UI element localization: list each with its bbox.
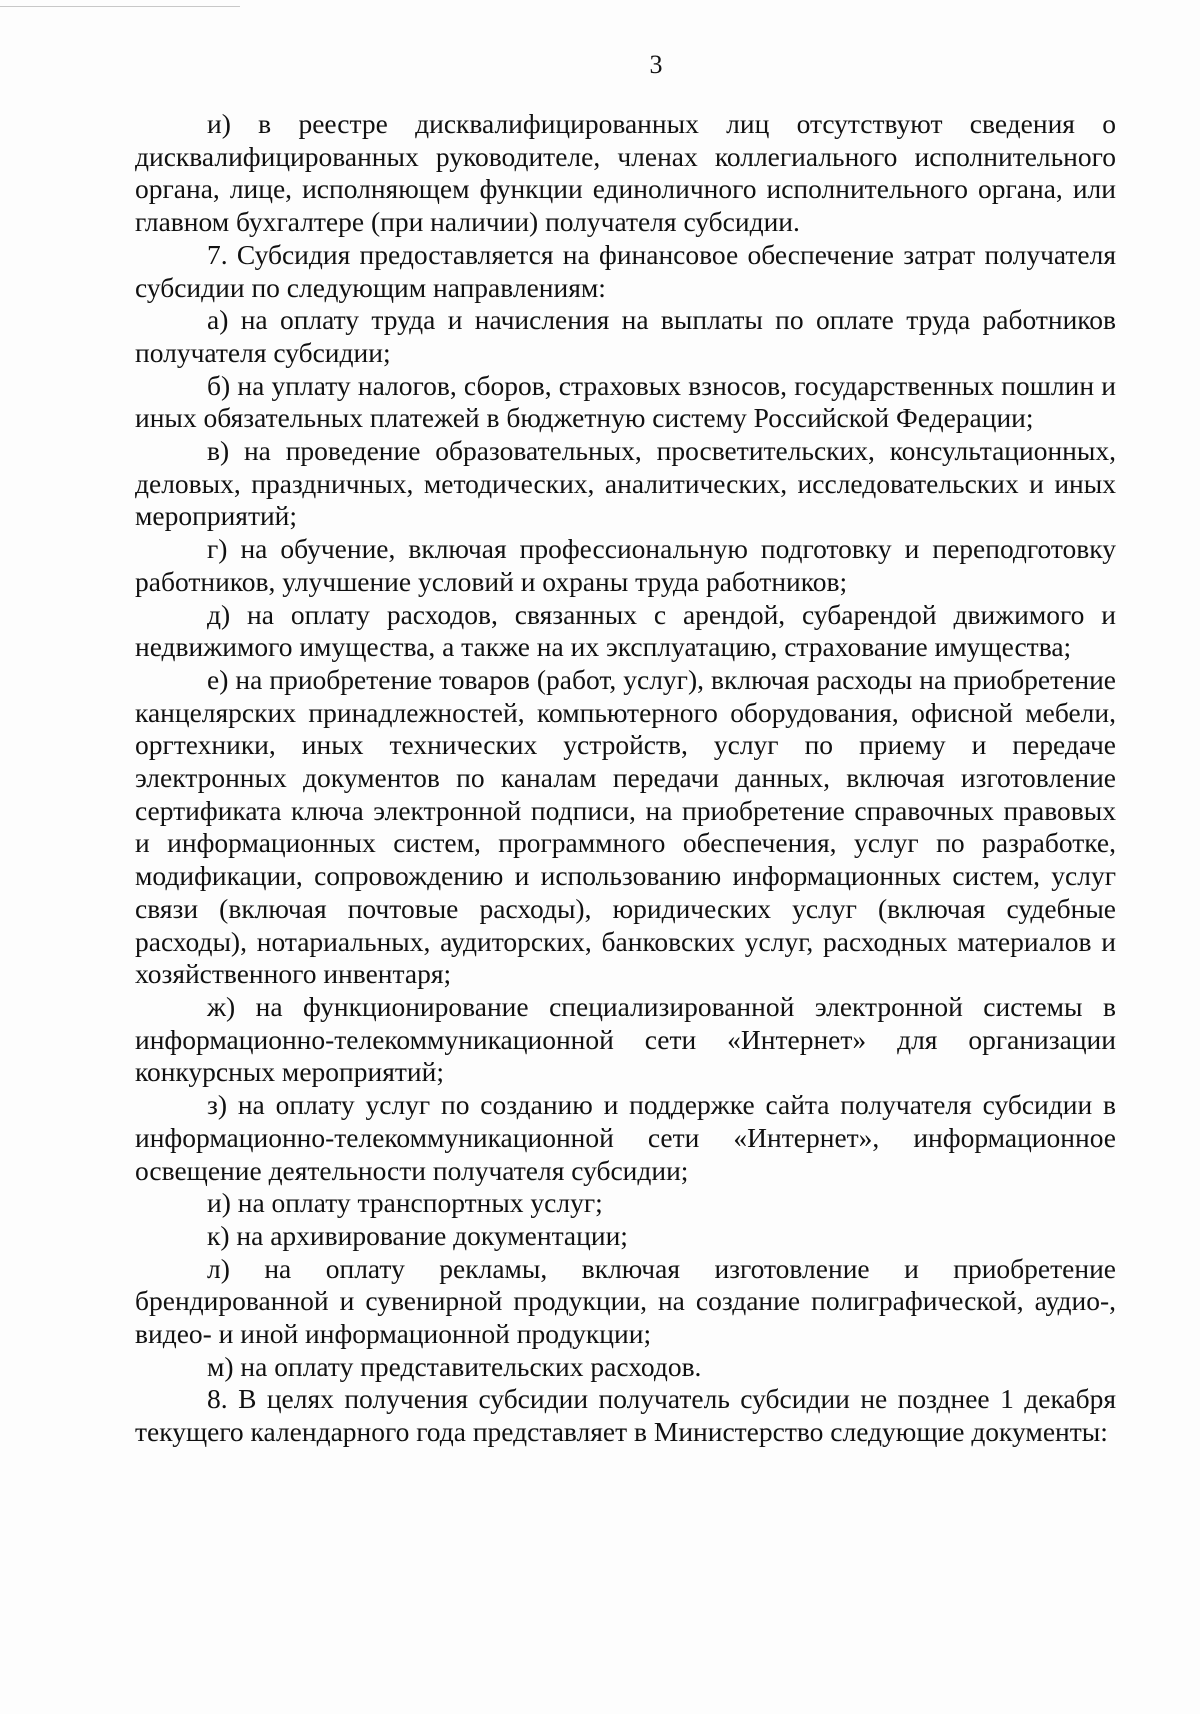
paragraph-item-l: л) на оплату рекламы, включая изготовление и приобретение брендированной и сувенирной продукции, на создание полиграфической, аудио-, видео- и иной информационной продукции; — [135, 1252, 1116, 1350]
paragraph-section-7: 7. Субсидия предоставляется на финансовое обеспечение затрат получателя субсидии по следующим направлениям: — [135, 238, 1116, 303]
paragraph-item-zh: ж) на функционирование специализированной электронной системы в информационно-телекоммуникационной сети «Интернет» для организации конкурсных мероприятий; — [135, 990, 1116, 1088]
paragraph-item-k: к) на архивирование документации; — [207, 1219, 628, 1251]
paragraph-item-g: г) на обучение, включая профессиональную подготовку и переподготовку работников, улучшение условий и охраны труда работников; — [135, 533, 1116, 597]
page-number: 3 — [649, 50, 663, 79]
paragraph-clause-i: и) в реестре дисквалифицированных лиц отсутствуют сведения о дисквалифицированных руководителе, членах коллегиального исполнительного органа, лице, исполняющем функции единоличного исполнительного органа, или главном бухгалтере (при наличии) получателя субсидии. — [135, 108, 1116, 238]
paragraph-item-m: м) на оплату представительских расходов. — [207, 1350, 702, 1382]
paragraph-item-b: б) на уплату налогов, сборов, страховых взносов, государственных пошлин и иных обязательных платежей в бюджетную систему Российской Федерации; — [135, 369, 1116, 434]
paragraph-item-z: з) на оплату услуг по созданию и поддержке сайта получателя субсидии в информационно-телекоммуникационной сети «Интернет», информационное освещение деятельности получателя субсидии; — [135, 1089, 1116, 1186]
paragraph-item-v: в) на проведение образовательных, просветительских, консультационных, деловых, праздничных, методических, аналитических, исследовательских и иных мероприятий; — [135, 435, 1116, 532]
paragraph-item-e: е) на приобретение товаров (работ, услуг), включая расходы на приобретение канцелярских принадлежностей, компьютерного оборудования, офисной мебели, оргтехники, иных технических устройств, услуг по приему и передаче электронных документов по каналам передачи данных, включая изготовление сертификата ключа электронной подписи, на приобретение справочных правовых и информационных систем, программного обеспечения, услуг по разработке, модификации, сопровождению и использованию информационных систем, услуг связи (включая почтовые расходы), юридических услуг (включая судебные расходы), нотариальных, аудиторских, банковских услуг, расходных материалов и хозяйственного инвентаря; — [135, 663, 1116, 990]
paragraph-item-d: д) на оплату расходов, связанных с арендой, субарендой движимого и недвижимого имущества, а также на их эксплуатацию, страхование имущества; — [135, 598, 1116, 663]
paragraph-section-8: 8. В целях получения субсидии получатель субсидии не позднее 1 декабря текущего календарного года представляет в Министерство следующие документы: — [135, 1383, 1116, 1448]
scan-artifact-line — [0, 6, 240, 7]
paragraph-item-a: а) на оплату труда и начисления на выплаты по оплате труда работников получателя субсидии; — [135, 304, 1116, 368]
document-body — [135, 108, 1116, 1449]
paragraph-item-i: и) на оплату транспортных услуг; — [207, 1187, 603, 1219]
